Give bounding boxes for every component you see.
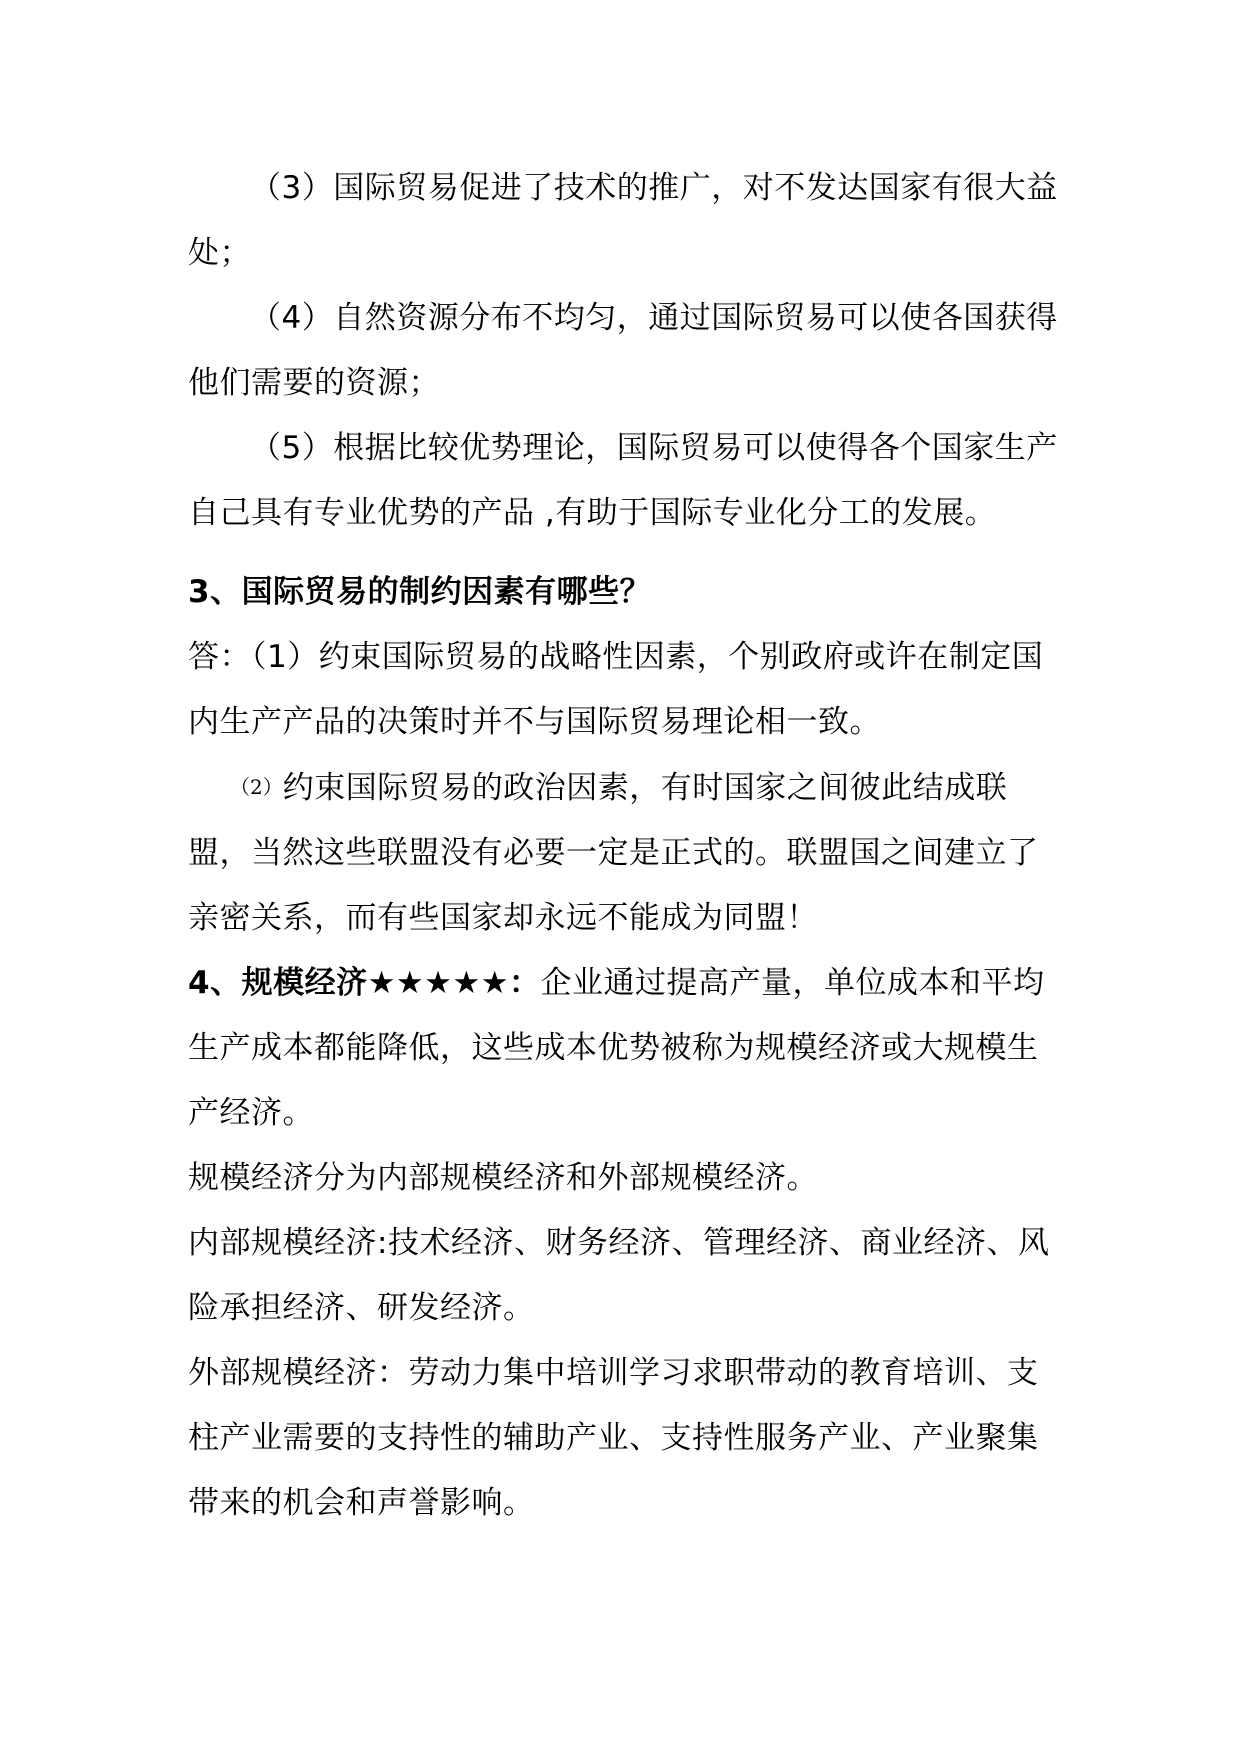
question-4-heading: 4、规模经济★★★★★：	[188, 965, 541, 1001]
document-body	[188, 156, 1068, 1536]
external-economies-of-scale: 外部规模经济：劳动力集中培训学习求职带动的教育培训、支柱产业需要的支持性的辅助产业、支持性服务产业、产业聚集带来的机会和声誉影响。	[188, 1355, 1039, 1521]
paragraph-point-3: （3）国际贸易促进了技术的推广，对不发达国家有很大益处；	[188, 170, 1058, 271]
paragraph-point-4: （4）自然资源分布不均匀，通过国际贸易可以使各国获得他们需要的资源；	[188, 300, 1058, 401]
question-3-answer-2	[188, 755, 1068, 951]
paragraph-point-5: （5）根据比较优势理论，国际贸易可以使得各个国家生产自己具有专业优势的产品 ,有助于国际专业化分工的发展。	[188, 430, 1058, 531]
question-4-paragraph	[188, 951, 1068, 1146]
internal-economies-of-scale: 内部规模经济:技术经济、财务经济、管理经济、商业经济、风险承担经济、研发经济。	[188, 1225, 1050, 1326]
answer-2-number: （2）	[230, 775, 283, 799]
question-3-answer-1: 答：（1）约束国际贸易的战略性因素，个别政府或许在制定国内生产产品的决策时并不与国际贸易理论相一致。	[188, 639, 1044, 740]
question-4-definition: 企业通过提高产量，单位成本和平均生产成本都能降低，这些成本优势被称为规模经济或大规模生产经济。	[188, 965, 1045, 1131]
answer-2-text: 约束国际贸易的政治因素，有时国家之间彼此结成联盟，当然这些联盟没有必要一定是正式的。联盟国之间建立了亲密关系，而有些国家却永远不能成为同盟！	[188, 770, 1039, 936]
question-3-heading: 3、国际贸易的制约因素有哪些？	[188, 574, 652, 610]
section-spacer	[188, 546, 1068, 560]
economies-of-scale-types: 规模经济分为内部规模经济和外部规模经济。	[188, 1160, 818, 1196]
